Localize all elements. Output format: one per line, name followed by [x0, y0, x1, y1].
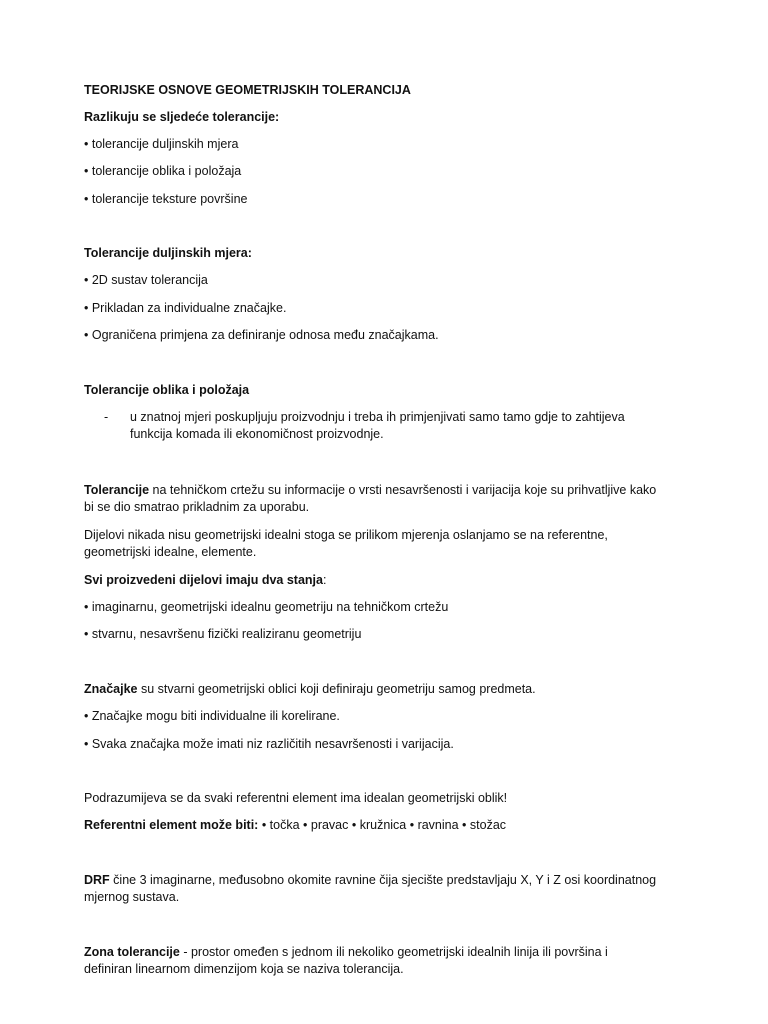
paragraph-text: čine 3 imaginarne, međusobno okomite ravnine čija sjecište predstavljaju X, Y i Z osi koordinatnog — [109, 873, 657, 887]
bullet-item: • stvarnu, nesavršenu fizički realiziranu geometriju — [84, 627, 362, 641]
bullet-item: • Prikladan za individualne značajke. — [84, 301, 287, 315]
paragraph — [84, 482, 656, 499]
bullet-item: • Značajke mogu biti individualne ili korelirane. — [84, 709, 340, 723]
paragraph — [84, 872, 656, 889]
section-heading: Razlikuju se sljedeće tolerancije: — [84, 110, 280, 124]
term: DRF — [84, 873, 110, 887]
paragraph-text: - prostor omeđen s jednom ili nekoliko geometrijski idealnih linija ili površina i — [179, 945, 608, 959]
paragraph-text: su stvarni geometrijski oblici koji definiraju geometriju samog predmeta. — [137, 682, 536, 696]
paragraph-line: geometrijski idealne, elemente. — [84, 545, 257, 559]
dash-item-line: u znatnoj mjeri poskupljuju proizvodnju i treba ih primjenjivati samo tamo gdje to zahtijeva — [130, 410, 625, 424]
section-heading — [84, 572, 326, 589]
term: Zona tolerancije — [84, 945, 180, 959]
term: Referentni element može biti: — [84, 818, 259, 832]
bullet-item: • 2D sustav tolerancija — [84, 273, 208, 287]
paragraph-text: • točka • pravac • kružnica • ravnina • stožac — [258, 818, 507, 832]
paragraph-line: bi se dio smatrao prikladnim za uporabu. — [84, 500, 310, 514]
bullet-item: • tolerancije teksture površine — [84, 192, 248, 206]
bullet-item: • tolerancije oblika i položaja — [84, 164, 242, 178]
paragraph-line: Dijelovi nikada nisu geometrijski idealni stoga se prilikom mjerenja oslanjamo se na referentne, — [84, 528, 608, 542]
paragraph — [84, 817, 506, 834]
bullet-item: • Ograničena primjena za definiranje odnosa među značajkama. — [84, 328, 439, 342]
term: Tolerancije — [84, 483, 150, 497]
paragraph-line: definiran linearnom dimenzijom koja se naziva tolerancija. — [84, 962, 404, 976]
document-title: TEORIJSKE OSNOVE GEOMETRIJSKIH TOLERANCIJA — [84, 83, 411, 97]
term: Značajke — [84, 682, 138, 696]
bullet-item: • tolerancije duljinskih mjera — [84, 137, 239, 151]
dash-marker: - — [104, 410, 109, 424]
paragraph-text: na tehničkom crtežu su informacije o vrsti nesavršenosti i varijacija koje su prihvatljive kako — [149, 483, 657, 497]
bullet-item: • imaginarnu, geometrijski idealnu geometriju na tehničkom crtežu — [84, 600, 449, 614]
paragraph-text: : — [322, 573, 327, 587]
term: Svi proizvedeni dijelovi imaju dva stanja — [84, 573, 323, 587]
section-heading: Tolerancije oblika i položaja — [84, 383, 250, 397]
paragraph-line: mjernog sustava. — [84, 890, 180, 904]
section-heading: Tolerancije duljinskih mjera: — [84, 246, 252, 260]
dash-item-line: funkcija komada ili ekonomičnost proizvodnje. — [130, 427, 384, 441]
bullet-item: • Svaka značajka može imati niz različitih nesavršenosti i varijacija. — [84, 737, 454, 751]
paragraph-line: Podrazumijeva se da svaki referentni element ima idealan geometrijski oblik! — [84, 791, 508, 805]
paragraph — [84, 944, 608, 961]
paragraph — [84, 681, 536, 698]
